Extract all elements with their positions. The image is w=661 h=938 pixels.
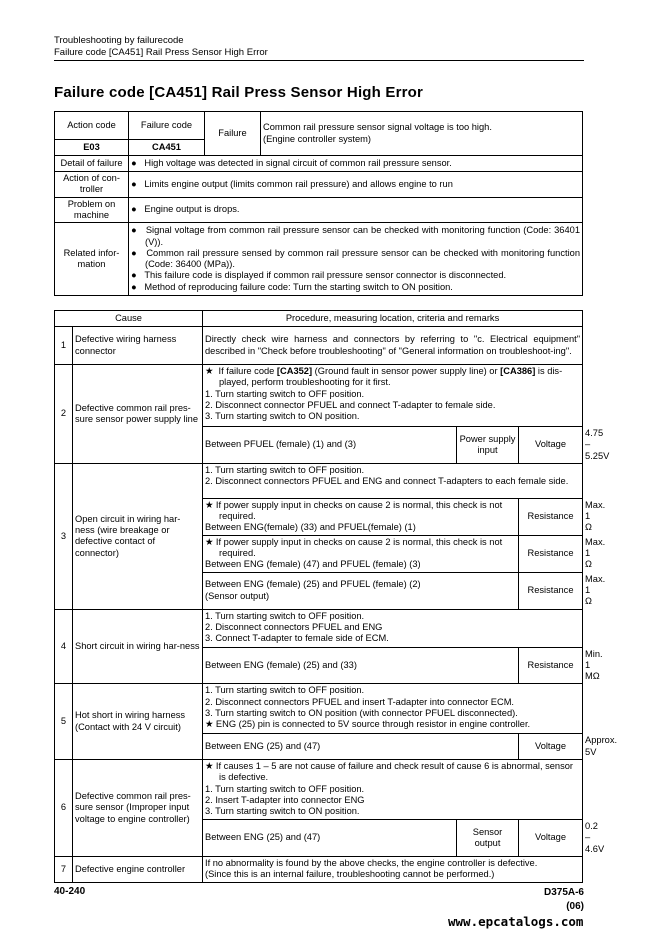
measurement-between: Between ENG (female) (47) and PFUEL (female) (3) xyxy=(205,559,421,570)
detail-cell: ● High voltage was detected in signal circuit of common rail pressure sensor. xyxy=(129,156,583,172)
failure-code-value: CA451 xyxy=(129,140,205,156)
procedure-step: 1. Turn starting switch to OFF position. xyxy=(205,388,365,399)
detail-label: Detail of failure xyxy=(55,156,129,172)
procedure-step: 1. Turn starting switch to OFF position. xyxy=(205,685,365,696)
procedure-note: ★ If power supply input in checks on cause 2 is normal, this check is not required. xyxy=(205,499,503,522)
model-number: D375A-6 xyxy=(543,887,584,898)
measurement-kind: Resistance xyxy=(519,647,583,684)
action-label: Action of con-troller xyxy=(55,172,129,198)
cause-name: Defective engine controller xyxy=(73,856,203,882)
related-item: ● This failure code is displayed if common rail pressure sensor connector is disconnected. xyxy=(131,270,507,281)
revision-number: (06) xyxy=(566,901,584,912)
procedure-note: ★ If causes 1 – 5 are not cause of failure and check result of cause 6 is abnormal, sensor is defective. xyxy=(205,761,574,783)
failure-label: Failure xyxy=(205,112,261,156)
cause-number: 4 xyxy=(55,609,73,684)
measurement-location xyxy=(203,535,519,572)
procedure-step: 3. Connect T-adapter to female side of ECM. xyxy=(205,633,389,644)
measurement-location: Between ENG (25) and (47) xyxy=(203,820,457,857)
related-item: ● Signal voltage from common rail pressure sensor can be checked with monitoring function (Code: 36401 (V)). xyxy=(131,225,580,247)
procedure-steps xyxy=(203,684,583,734)
cause-number: 5 xyxy=(55,684,73,760)
cause-number: 3 xyxy=(55,463,73,609)
header-line-1: Troubleshooting by failurecode xyxy=(54,35,184,46)
measurement-condition: Sensor output xyxy=(457,820,519,857)
procedure-text xyxy=(203,856,583,882)
cause-procedure-table: Cause Procedure, measuring location, criteria and remarks 1 Defective wiring harness connector Directly check wire harness and connectors by referring to "c. Electrical equipment" described in "Check before troubleshooting" of "General information on troubleshoot-ing". 2 Defective common rail pres-sure sensor power supply line ★ If failure code [CA352] (Ground fault in sensor power supply line) or [CA386] is dis-played, perform troubleshooting for it first. 1. Turn starting switch to OFF position. 2. Disconnect connector PFUEL and connect T-adapter to female side. 3. Turn starting switch to ON position. Between PFUEL (female) (1) and (3) Power supply input Voltage 4.75 – 5.25V 3 Open circuit in wiring har-ness (wire breakage or defective contact of connector) 1. Turn starting switch to OFF position. 2. Disconnect connectors PFUEL and ENG and connect T-adapters to each female side. ★ If power supply input in checks on cause 2 is normal, this check is not required. Between ENG(female) (33) and PFUEL(female) (1) Resistance Max. 1 Ω ★ If power supply input in checks on cause 2 is normal, this check is not required. Between ENG (female) (47) and PFUEL (female) (3) Resistance Max. 1 Ω Between ENG (female) (25) and PFUEL (female) (2) (Sensor output) Resistance Max. 1 Ω 4 Short circuit in wiring har-ness 1. Turn starting switch to OFF position. 2. Disconnect connectors PFUEL and ENG 3. Connect T-adapter to female side of ECM. Between ENG (female) (25) and (33) Resistance Min. 1 MΩ 5 Hot short in wiring harness (Contact with 24 V circuit) 1. Turn starting switch to OFF position. 2. Disconnect connectors PFUEL and insert T-adapter into connector ECM. 3. Turn starting switch to ON position (with connector PFUEL disconnected). ★ ENG (25) pin is connected to 5V source through resistor in engine controller. Between ENG (25) and (47) Voltage Approx. 5V 6 Defective common rail pres-sure sensor (Improper input voltage to engine controller) ★ If causes 1 – 5 are not cause of failure and check result of cause 6 is abnormal, sensor is defective. 1. Turn starting switch to OFF position. 2. Insert T-adapter into connector ENG 3. Turn starting switch to ON position. Between ENG (25) and (47) Sensor output Voltage 0.2 – 4.6V 7 Defective engine controller If no abnormality is found by the above checks, the engine controller is defective. (Since this is an internal failure, troubleshooting cannot be performed.) xyxy=(54,310,583,883)
running-header xyxy=(54,35,268,58)
problem-text: Engine output is drops. xyxy=(144,204,240,215)
related-item: ● Method of reproducing failure code: Turn the starting switch to ON position. xyxy=(131,281,453,292)
failure-desc-line-2: (Engine controller system) xyxy=(263,133,371,144)
cause-name: Hot short in wiring harness (Contact with 24 V circuit) xyxy=(73,684,203,760)
page-title: Failure code [CA451] Rail Press Sensor High Error xyxy=(54,84,424,101)
related-info-list xyxy=(129,223,583,296)
procedure-note: ★ If power supply input in checks on cause 2 is normal, this check is not required. xyxy=(205,536,503,559)
procedure-steps xyxy=(203,609,583,647)
measurement-kind: Voltage xyxy=(519,820,583,857)
procedure-step: 2. Disconnect connectors PFUEL and ENG xyxy=(205,621,383,632)
procedure-step: 1. Turn starting switch to OFF position. xyxy=(205,783,365,794)
measurement-between: Between ENG(female) (33) and PFUEL(female) (1) xyxy=(205,522,416,533)
action-code-value: E03 xyxy=(55,140,129,156)
action-text: Limits engine output (limits common rail pressure) and allows engine to run xyxy=(144,178,453,189)
procedure-line: If no abnormality is found by the above checks, the engine controller is defective. xyxy=(205,858,538,869)
procedure-step: 3. Turn starting switch to ON position. xyxy=(205,411,360,422)
measurement-kind: Voltage xyxy=(519,734,583,760)
procedure-step: 2. Insert T-adapter into connector ENG xyxy=(205,794,365,805)
header-rule xyxy=(54,60,584,61)
procedure-step: 3. Turn starting switch to ON position (with connector PFUEL disconnected). xyxy=(205,708,518,719)
cause-name: Open circuit in wiring har-ness (wire breakage or defective contact of connector) xyxy=(73,463,203,609)
measurement-location: Between ENG (female) (25) and (33) xyxy=(203,647,519,684)
cause-number: 2 xyxy=(55,365,73,464)
measurement-location xyxy=(203,572,519,609)
cause-name: Defective wiring harness connector xyxy=(73,327,203,365)
related-label: Related infor-mation xyxy=(55,223,129,296)
measurement-kind: Resistance xyxy=(519,572,583,609)
measurement-kind: Voltage xyxy=(519,427,583,464)
procedure-text: Directly check wire harness and connectors by referring to "c. Electrical equipment" described in "Check before troubleshooting" of "General information on troubleshoot-ing". xyxy=(203,327,583,365)
measurement-location: Between ENG (25) and (47) xyxy=(203,734,519,760)
detail-text: High voltage was detected in signal circuit of common rail pressure sensor. xyxy=(144,157,452,168)
failure-description xyxy=(261,112,583,156)
page-number: 40-240 xyxy=(54,886,86,897)
procedure-step: 1. Turn starting switch to OFF position. xyxy=(205,610,365,621)
procedure-line: (Since this is an internal failure, troubleshooting cannot be performed.) xyxy=(205,869,495,880)
procedure-step: 2. Disconnect connectors PFUEL and insert T-adapter into connector ECM. xyxy=(205,696,515,707)
measurement-between: Between ENG (female) (25) and PFUEL (female) (2) xyxy=(205,579,421,590)
procedure-step: 1. Turn starting switch to OFF position. xyxy=(205,464,365,475)
problem-cell: ● Engine output is drops. xyxy=(129,197,583,223)
measurement-note: (Sensor output) xyxy=(205,590,270,601)
procedure-header: Procedure, measuring location, criteria and remarks xyxy=(203,311,583,327)
measurement-location xyxy=(203,498,519,535)
header-line-2: Failure code [CA451] Rail Press Sensor High Error xyxy=(54,46,268,58)
failure-code-header: Failure code xyxy=(129,112,205,140)
cause-number: 1 xyxy=(55,327,73,365)
cause-name: Defective common rail pres-sure sensor (Improper input voltage to engine controller) xyxy=(73,760,203,857)
watermark: www.epcatalogs.com xyxy=(448,914,584,929)
cause-name: Short circuit in wiring har-ness xyxy=(73,609,203,684)
procedure-steps xyxy=(203,463,583,498)
cause-number: 7 xyxy=(55,856,73,882)
cause-name: Defective common rail pres-sure sensor power supply line xyxy=(73,365,203,464)
action-code-header: Action code xyxy=(55,112,129,140)
cause-header: Cause xyxy=(55,311,203,327)
action-cell: ● Limits engine output (limits common rail pressure) and allows engine to run xyxy=(129,172,583,198)
cause-number: 6 xyxy=(55,760,73,857)
measurement-kind: Resistance xyxy=(519,535,583,572)
measurement-kind: Resistance xyxy=(519,498,583,535)
measurement-condition: Power supply input xyxy=(457,427,519,464)
failure-desc-line-1: Common rail pressure sensor signal voltage is too high. xyxy=(263,122,492,133)
problem-label: Problem on machine xyxy=(55,197,129,223)
procedure-step: 2. Disconnect connectors PFUEL and ENG and connect T-adapters to each female side. xyxy=(205,476,569,487)
model-info xyxy=(540,886,584,914)
measurement-location: Between PFUEL (female) (1) and (3) xyxy=(203,427,457,464)
procedure-steps xyxy=(203,760,583,820)
related-item: ● Common rail pressure sensed by common rail pressure sensor can be checked with monitoring function (Code: 36400 (MPa)). xyxy=(131,247,580,270)
failure-summary-table xyxy=(54,111,583,296)
procedure-step: 3. Turn starting switch to ON position. xyxy=(205,806,360,817)
procedure-note: ★ ENG (25) pin is connected to 5V source through resistor in engine controller. xyxy=(205,719,531,730)
procedure-note: ★ If failure code [CA352] (Ground fault in sensor power supply line) or [CA386] is dis-played, perform troubleshooting for it first. xyxy=(205,366,563,388)
procedure-step: 2. Disconnect connector PFUEL and connect T-adapter to female side. xyxy=(205,399,496,410)
procedure-steps xyxy=(203,365,583,427)
